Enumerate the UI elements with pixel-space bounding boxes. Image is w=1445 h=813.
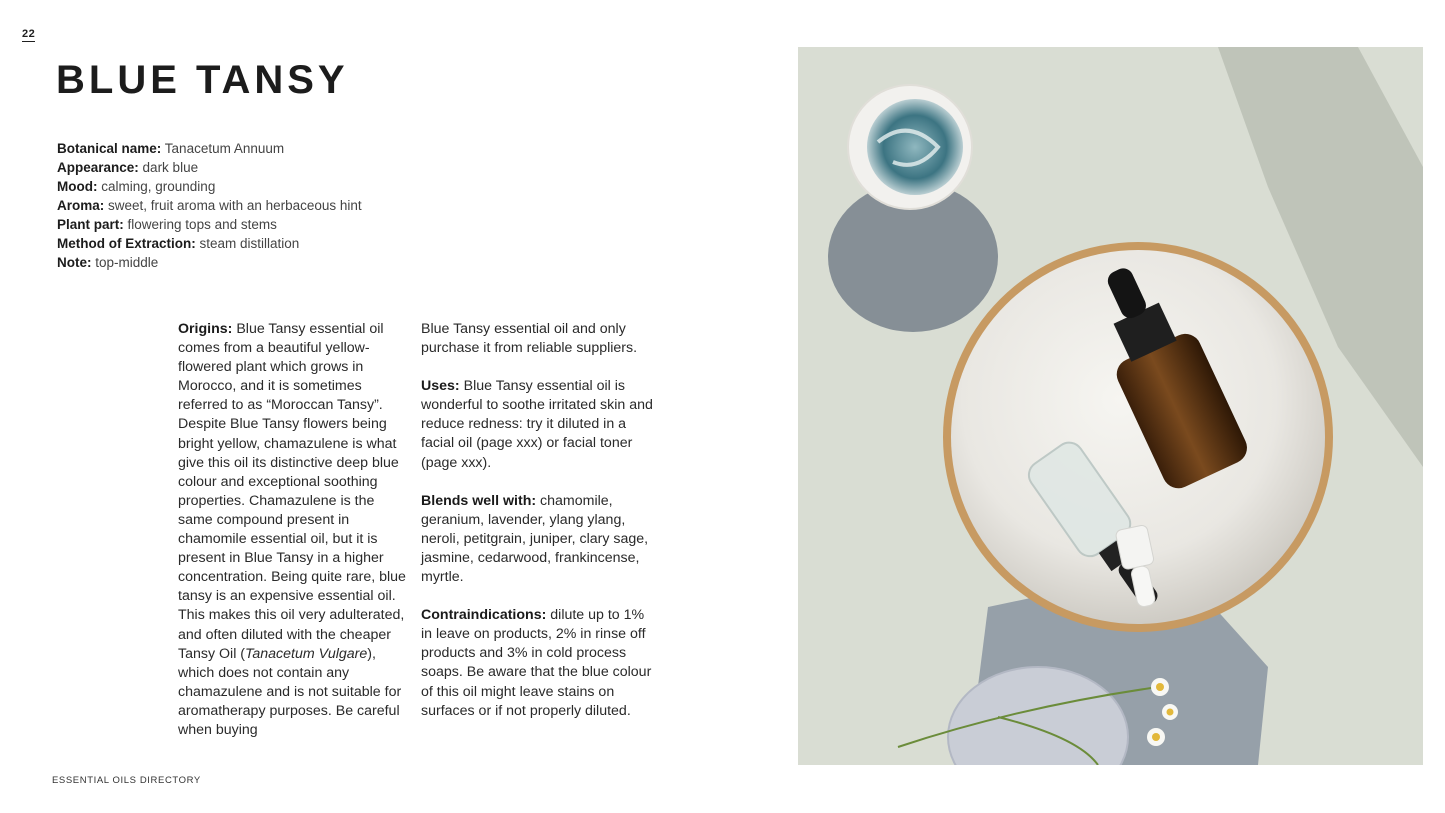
text-column-left [178,320,410,759]
blends-text: chamomile, geranium, lavender, ylang ylang, neroli, petitgrain, juniper, clary sage, jasmine, cedarwood, frankincense, myrtle. [421,492,649,586]
fact-method-of-extraction [57,234,362,253]
blends-paragraph [421,492,653,587]
fact-label: Aroma: [57,198,105,213]
uses-text: Blue Tansy essential oil is wonderful to soothe irritated skin and reduce redness: try it diluted in a facial oil (page xxx) or facial toner (page xxx). [421,378,653,471]
origins-text: Blue Tansy essential oil comes from a beautiful yellow-flowered plant which grows in Morocco, and it is sometimes referred to as “Moroccan Tansy”. Despite Blue Tansy flowers being bright yellow, chamazulene is what give this oil its distinctive deep blue colour and exceptional soothing properties. Chamazulene is the same compound present in chamomile essential oil, but it is present in Blue Tansy in a higher concentration. Being quite rare, blue tansy is an expensive essential oil. This makes this oil very adulterated, and often diluted with the cheaper Tansy Oil ( [178,321,406,662]
origins-label: Origins: [178,321,233,337]
fact-aroma [57,196,362,215]
fact-value: dark blue [142,160,199,175]
fact-botanical-name [57,139,362,158]
blends-label: Blends well with: [421,492,537,509]
fact-label: Note: [57,255,92,270]
fact-note [57,253,362,272]
photo-illustration [798,47,1423,765]
fact-label: Appearance: [57,160,139,175]
page-number: 22 [22,28,36,40]
fact-label: Method of Extraction: [57,236,196,251]
fact-value: steam distillation [199,236,300,251]
page-title: BLUE TANSY [56,58,349,102]
fact-list [57,139,362,272]
fact-mood [57,177,362,196]
fact-value: top-middle [95,255,159,270]
origins-latin-name: Tanacetum Vulgare [245,645,368,662]
contraindications-label: Contraindications: [421,607,547,624]
fact-appearance [57,158,362,177]
origins-text-continued: ), which does not contain any chamazulene and is not suitable for aromatherapy purposes. Be careful when buying [178,645,402,738]
origins-continuation: Blue Tansy essential oil and only purchase it from reliable suppliers. [421,321,638,357]
fact-value: sweet, fruit aroma with an herbaceous hint [108,198,362,213]
fact-value: Tanacetum Annuum [164,141,285,156]
blue-oil-swirl [867,99,963,195]
fact-value: calming, grounding [101,179,216,194]
product-photo [798,47,1423,765]
text-column-right [421,320,653,740]
uses-label: Uses: [421,378,460,395]
origins-paragraph [178,320,410,740]
fact-label: Mood: [57,179,98,194]
contraindications-text: dilute up to 1% in leave on products, 2% in rinse off products and 3% in cold process soaps. Be aware that the blue colour of this oil might leave stains on surfaces or if not properly diluted. [421,607,652,719]
fact-plant-part [57,215,362,234]
fact-value: flowering tops and stems [127,217,277,232]
fact-label: Botanical name: [57,141,162,156]
fact-label: Plant part: [57,217,124,232]
uses-paragraph [421,377,653,472]
running-footer: ESSENTIAL OILS DIRECTORY [52,775,201,786]
contraindications-paragraph [421,606,653,721]
